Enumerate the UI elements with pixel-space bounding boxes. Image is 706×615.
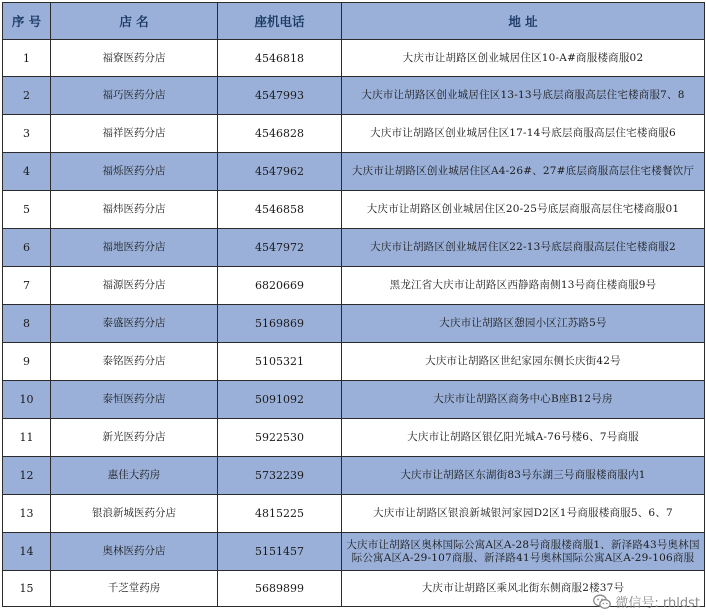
cell-name: 泰铭医药分店 xyxy=(51,343,218,381)
watermark-text: 微信号: rhldst xyxy=(615,596,700,611)
table-row xyxy=(3,495,705,533)
cell-seq: 15 xyxy=(3,571,51,607)
table-row xyxy=(3,191,705,229)
cell-seq: 12 xyxy=(3,457,51,495)
cell-name: 福地医药分店 xyxy=(51,229,218,267)
cell-seq: 10 xyxy=(3,381,51,419)
cell-phone: 4546828 xyxy=(218,115,342,153)
cell-name: 千芝堂药房 xyxy=(51,571,218,607)
cell-phone: 5732239 xyxy=(218,457,342,495)
cell-name: 福烁医药分店 xyxy=(51,153,218,191)
cell-name: 奥林医药分店 xyxy=(51,533,218,571)
cell-phone: 4546818 xyxy=(218,40,342,77)
cell-phone: 5105321 xyxy=(218,343,342,381)
cell-phone: 5689899 xyxy=(218,571,342,607)
cell-phone: 4547993 xyxy=(218,77,342,115)
table-row xyxy=(3,267,705,305)
cell-name: 新光医药分店 xyxy=(51,419,218,457)
table-body xyxy=(3,40,705,607)
table-row xyxy=(3,115,705,153)
cell-seq: 5 xyxy=(3,191,51,229)
cell-phone: 4815225 xyxy=(218,495,342,533)
table-row xyxy=(3,229,705,267)
table-row xyxy=(3,457,705,495)
table-row xyxy=(3,533,705,571)
cell-address: 大庆市让胡路区商务中心B座B12号房 xyxy=(342,381,705,419)
cell-name: 福炜医药分店 xyxy=(51,191,218,229)
cell-address: 大庆市让胡路区乘风北街东侧商服2楼37号 xyxy=(342,571,705,607)
cell-phone: 6820669 xyxy=(218,267,342,305)
header-phone: 座机电话 xyxy=(218,3,342,40)
table-row xyxy=(3,40,705,77)
table-row xyxy=(3,153,705,191)
table-row xyxy=(3,381,705,419)
cell-address: 大庆市让胡路区银亿阳光城A-76号楼6、7号商服 xyxy=(342,419,705,457)
cell-name: 泰盛医药分店 xyxy=(51,305,218,343)
cell-seq: 8 xyxy=(3,305,51,343)
cell-address: 大庆市让胡路区东湖街83号东湖三号商服楼商服内1 xyxy=(342,457,705,495)
cell-seq: 1 xyxy=(3,40,51,77)
watermark xyxy=(593,592,700,611)
cell-name: 银浪新城医药分店 xyxy=(51,495,218,533)
cell-seq: 11 xyxy=(3,419,51,457)
cell-phone: 5169869 xyxy=(218,305,342,343)
cell-phone: 5091092 xyxy=(218,381,342,419)
cell-name: 福祥医药分店 xyxy=(51,115,218,153)
cell-seq: 13 xyxy=(3,495,51,533)
header-seq: 序 号 xyxy=(3,3,51,40)
cell-address: 黑龙江省大庆市让胡路区西静路南侧13号商住楼商服9号 xyxy=(342,267,705,305)
cell-address: 大庆市让胡路区创业城居住区13-13号底层商服高层住宅楼商服7、8 xyxy=(342,77,705,115)
header-address: 地 址 xyxy=(342,3,705,40)
cell-name: 泰恒医药分店 xyxy=(51,381,218,419)
cell-seq: 3 xyxy=(3,115,51,153)
cell-phone: 5922530 xyxy=(218,419,342,457)
cell-phone: 4547962 xyxy=(218,153,342,191)
table-row xyxy=(3,77,705,115)
cell-phone: 4547972 xyxy=(218,229,342,267)
table-row xyxy=(3,419,705,457)
table-header-row xyxy=(3,3,705,40)
cell-phone: 4546858 xyxy=(218,191,342,229)
pharmacy-table xyxy=(2,2,705,607)
header-name: 店 名 xyxy=(51,3,218,40)
table-row xyxy=(3,343,705,381)
cell-name: 福巧医药分店 xyxy=(51,77,218,115)
cell-seq: 2 xyxy=(3,77,51,115)
cell-address: 大庆市让胡路区憩园小区江苏路5号 xyxy=(342,305,705,343)
cell-seq: 7 xyxy=(3,267,51,305)
wechat-icon xyxy=(593,594,611,610)
table-row xyxy=(3,305,705,343)
cell-address: 大庆市让胡路区世纪家园东侧长庆街42号 xyxy=(342,343,705,381)
cell-seq: 9 xyxy=(3,343,51,381)
cell-seq: 6 xyxy=(3,229,51,267)
cell-seq: 14 xyxy=(3,533,51,571)
cell-phone: 5151457 xyxy=(218,533,342,571)
cell-name: 福寮医药分店 xyxy=(51,40,218,77)
cell-address: 大庆市让胡路区奥林国际公寓A区A-28号商服楼商服1、新泽路43号奥林国际公寓A区A-29-107商服、新泽路41号奥林国际公寓A区A-29-106商服 xyxy=(342,533,705,571)
cell-address: 大庆市让胡路区创业城居住区22-13号底层商服高层住宅楼商服2 xyxy=(342,229,705,267)
cell-name: 福源医药分店 xyxy=(51,267,218,305)
cell-address: 大庆市让胡路区银浪新城银河家园D2区1号商服楼商服5、6、7 xyxy=(342,495,705,533)
cell-address: 大庆市让胡路区创业城居住区A4-26#、27#底层商服高层住宅楼餐饮厅 xyxy=(342,153,705,191)
cell-address: 大庆市让胡路区创业城居住区20-25号底层商服高层住宅楼商服01 xyxy=(342,191,705,229)
cell-name: 惠佳大药房 xyxy=(51,457,218,495)
cell-address: 大庆市让胡路区创业城居住区17-14号底层商服高层住宅楼商服6 xyxy=(342,115,705,153)
cell-address: 大庆市让胡路区创业城居住区10-A#商服楼商服02 xyxy=(342,40,705,77)
cell-seq: 4 xyxy=(3,153,51,191)
